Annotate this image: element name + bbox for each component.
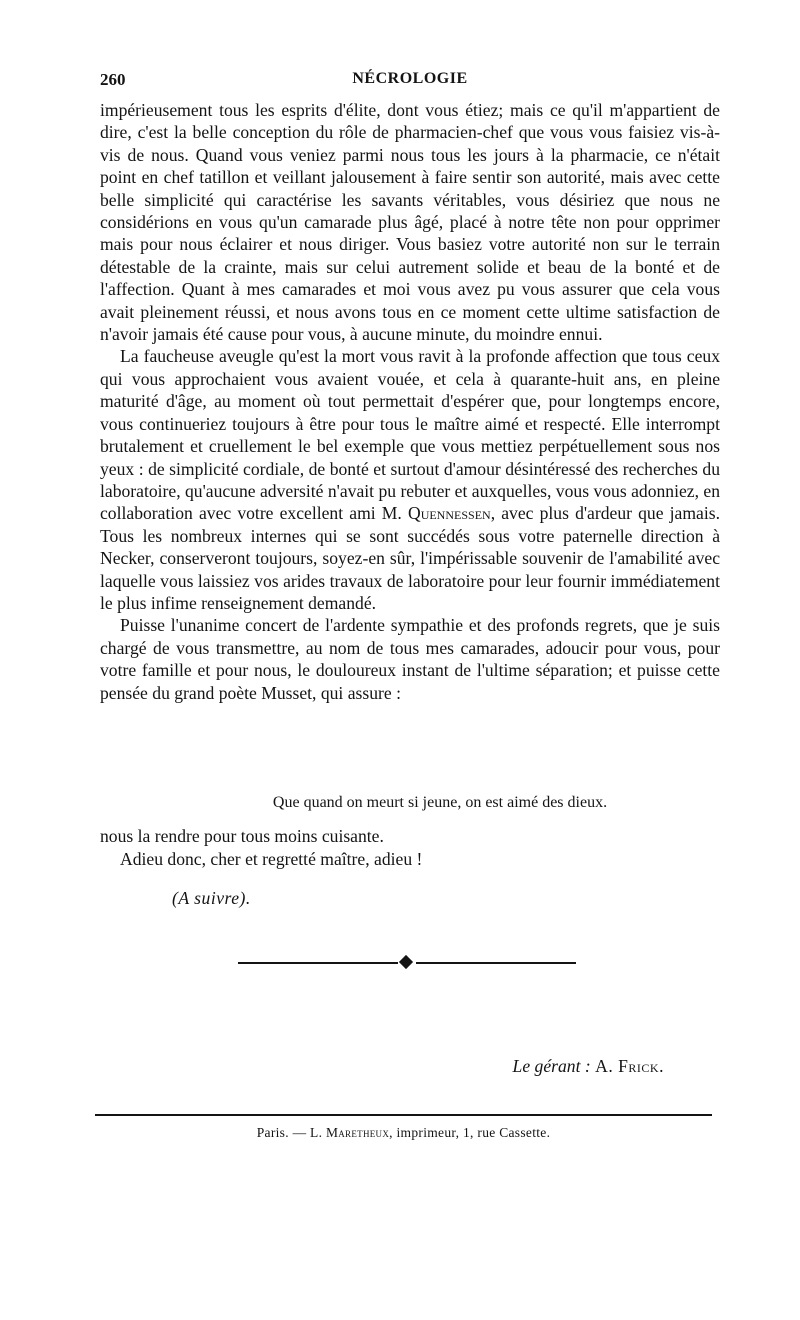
- paragraph-1: impérieusement tous les esprits d'élite, dont vous étiez; mais ce qu'il m'appartient de dire, c'est la belle conception du rôle de pharmacien-chef que vous vous faisiez vis-à-vis de nous. Quand vous veniez parmi nous tous les jours à la pharmacie, ce n'était point en chef tatillon et veillant jalousement à faire sentir son autorité, mais avec cette belle simplicité qui caractérise les savants véritables, vous désiriez que nous ne considérions en vous qu'un camarade plus âgé, placé à notre tête non pour opprimer mais pour nous éclairer et nous diriger. Vous basiez votre autorité non sur le terrain détestable de la crainte, mais sur celui autrement solide et beau de la bonté et de l'affection. Quant à mes camarades et moi vous avez pu vous assurer que cela vous avait pleinement réussi, et nous avons tous en ce moment cette ultime satisfaction de n'avoir jamais été cause pour vous, à aucune minute, du moindre ennui.: [100, 100, 720, 345]
- paragraph-2-part-2: , avec plus d'ardeur que jamais. Tous les nombreux internes qui se sont succédés sous votre paternelle direction à Necker, conserveront toujours, soyez-en sûr, l'impérissable souvenir de l'amabilité avec laquelle vous laissiez vos arides travaux de laboratoire pour leur fournir immédiatement le plus infime renseignement demandé.: [100, 503, 720, 613]
- signature-name: A. Frick.: [595, 1056, 664, 1076]
- printer-imprint: [95, 1125, 712, 1141]
- signature: [400, 1056, 664, 1077]
- page-header: [100, 70, 720, 94]
- closing-line-1: nous la rendre pour tous moins cuisante.: [100, 826, 384, 846]
- to-be-continued: (A suivre).: [172, 888, 251, 908]
- paragraph-2-part-1: La faucheuse aveugle qu'est la mort vous ravit à la profonde affection que tous ceux qui vous approchaient vous avaient vouée, et cela à quarante-huit ans, en pleine maturité d'âge, au moment où tout permettait d'espérer que, pour longtemps encore, vous continueriez toujours à être pour tous le maître aimé et respecté. Elle interrompt brutalement et cruellement le bel exemple que vous mettiez perpétuellement sous nos yeux : de simplicité cordiale, de bonté et surtout d'amour désintéressé des recherches du laboratoire, qu'aucune adversité n'avait pu rebuter et auxquelles, vous vous adonniez, en collaboration avec votre excellent ami M.: [100, 346, 720, 524]
- imprint-suffix: , imprimeur, 1, rue Cassette.: [389, 1125, 551, 1140]
- verse-quote: Que quand on meurt si jeune, on est aimé des dieux.: [272, 794, 608, 811]
- signature-label: Le gérant :: [512, 1056, 591, 1076]
- section-divider-ornament: [238, 955, 576, 971]
- paragraph-2: [100, 345, 720, 614]
- article-body: [100, 99, 720, 704]
- imprint-printer: Maretheux: [325, 1125, 390, 1140]
- person-name-quennessen: Quennessen: [407, 503, 491, 524]
- running-title: NÉCROLOGIE: [352, 70, 468, 87]
- paragraph-3: Puisse l'unanime concert de l'ardente sympathie et des profonds regrets, que je suis chargé de vous transmettre, au nom de tous mes camarades, adoucir pour vous, pour votre famille et pour nous, le douloureux instant de l'ultime séparation; et puisse cette pensée du grand poète Musset, qui assure :: [100, 615, 720, 703]
- divider-line-left: [238, 962, 398, 964]
- closing-lines: [100, 825, 720, 871]
- closing-line-2: Adieu donc, cher et regretté maître, adieu !: [120, 849, 423, 869]
- imprint-prefix: Paris. — L.: [256, 1125, 323, 1140]
- page-number: 260: [100, 70, 126, 89]
- divider-line-right: [416, 962, 576, 964]
- footer-rule: [95, 1114, 712, 1116]
- diamond-icon: [399, 955, 413, 969]
